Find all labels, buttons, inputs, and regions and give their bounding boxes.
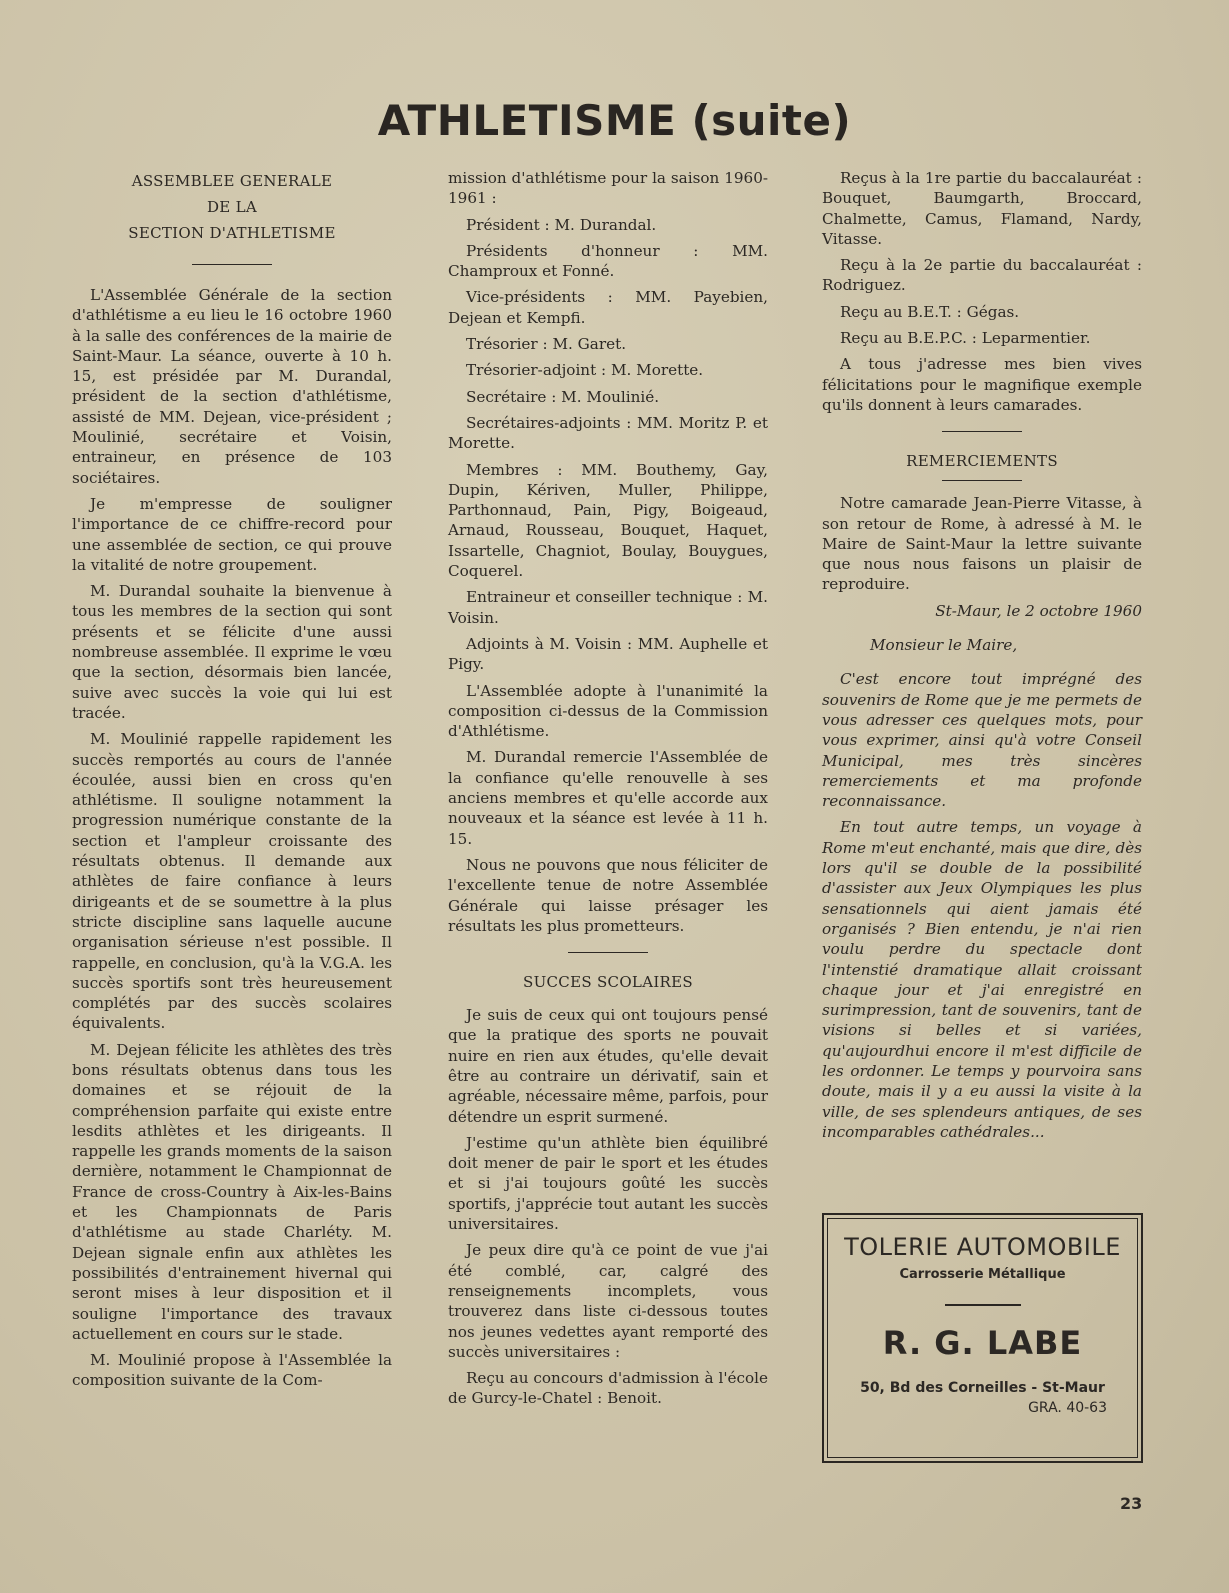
paragraph: M. Moulinié propose à l'Assemblée la composition suivante de la Com-: [72, 1351, 392, 1390]
ad-address: 50, Bd des Corneilles - St-Maur: [860, 1380, 1105, 1396]
heading-succes-scolaires: SUCCES SCOLAIRES: [523, 973, 693, 992]
paragraph: Reçu au B.E.P.C. : Leparmentier.: [840, 329, 1091, 348]
paragraph: M. Dejean félicite les athlètes des très bons résultats obtenus dans tous les domaines et se réjouit de la compréhension parfaite qui existe entre lesdits athlètes et les dirigeants. Il rappelle les grands moments de la saison dernière, notamment le Championnat de France de cross-Country à Aix-les-Bains et les Championnats de Paris d'athlétisme au stade Charléty. M. Dejean signale enfin aux athlètes les possibilités d'entrainement hivernal qui seront mises à leur disposition et il souligne l'importance des travaux actuellement en cours sur le stade.: [72, 1040, 392, 1343]
commission-item: Membres : MM. Bouthemy, Gay, Dupin, Kériven, Muller, Philippe, Parthonnaud, Pain, Pigy, Boigeaud, Arnaud, Rousseau, Bouquet, Haquet, Issartelle, Chagniot, Boulay, Bouygues, Coquerel.: [448, 460, 768, 581]
heading-line-1: ASSEMBLEE GENERALE: [131, 172, 333, 190]
heading-line-2: DE LA: [206, 198, 258, 216]
paragraph: J'estime qu'un athlète bien équilibré doit mener de pair le sport et les études et si j'ai toujours goûté les succès sportifs, j'apprécie tout autant les succès universitaires.: [448, 1133, 768, 1234]
page-number: 23: [1120, 1494, 1143, 1513]
paragraph: Reçu au B.E.T. : Gégas.: [840, 302, 1020, 321]
paragraph: Reçus à la 1re partie du baccalauréat : Bouquet, Baumgarth, Broccard, Chalmette, Camus, Flamand, Nardy, Vitasse.: [822, 169, 1142, 248]
paragraph: Je suis de ceux qui ont toujours pensé que la pratique des sports ne pouvait nuire en rien aux études, qu'elle devait être au contraire un dérivatif, sain et agréable, nécessaire même, parfois, pour détendre un esprit surmené.: [448, 1006, 768, 1126]
commission-item: Secrétaire : M. Moulinié.: [466, 387, 660, 406]
paragraph: mission d'athlétisme pour la saison 1960-1961 :: [448, 169, 768, 208]
column-3: [822, 168, 1142, 1148]
paragraph: Je m'empresse de souligner l'importance de ce chiffre-record pour une assemblée de section, ce qui prouve la vitalité de notre groupement.: [72, 494, 392, 574]
title-suffix: (suite): [691, 96, 852, 145]
letter-date: St-Maur, le 2 octobre 1960: [935, 601, 1142, 620]
column-2: [448, 168, 768, 1415]
commission-item: Vice-présidents : MM. Payebien, Dejean et Kempfi.: [448, 288, 768, 327]
page-title: [0, 96, 1229, 145]
paragraph: L'Assemblée adopte à l'unanimité la composition ci-dessus de la Commission d'Athlétisme.: [448, 681, 768, 741]
advertisement: [822, 1213, 1143, 1463]
paragraph: M. Durandal remercie l'Assemblée de la confiance qu'elle renouvelle à ses anciens membres et qu'elle accorde aux nouveaux et la séance est levée à 11 h. 15.: [448, 748, 768, 848]
column-1: [72, 168, 392, 1397]
paragraph: Reçu à la 2e partie du baccalauréat : Rodriguez.: [822, 256, 1142, 295]
ad-company-name: R. G. LABE: [882, 1324, 1083, 1362]
commission-item: Président : M. Durandal.: [466, 215, 657, 234]
heading-assemblee: [72, 168, 392, 246]
heading-line-3: SECTION D'ATHLETISME: [128, 224, 336, 242]
ad-frame: [827, 1218, 1138, 1458]
commission-item: Secrétaires-adjoints : MM. Moritz P. et Morette.: [448, 413, 768, 453]
commission-item: Entraineur et conseiller technique : M. Voisin.: [448, 588, 768, 627]
heading-remerciements: REMERCIEMENTS: [906, 452, 1058, 471]
commission-item: Trésorier-adjoint : M. Morette.: [466, 361, 704, 380]
paragraph: A tous j'adresse mes bien vives félicitations pour le magnifique exemple qu'ils donnent à leurs camarades.: [822, 355, 1142, 414]
paragraph: M. Moulinié rappelle rapidement les succès remportés au cours de l'année écoulée, aussi bien en cross qu'en athlétisme. Il souligne notamment la progression numérique constante de la section et l'ampleur croissante des résultats obtenus. Il demande aux athlètes de faire confiance à leurs dirigeants et de se soumettre à la plus stricte discipline sans laquelle aucune organisation sérieuse n'est possible. Il rappelle, en conclusion, qu'à la V.G.A. les succès sportifs sont très heureusement complétés par des succès scolaires équivalents.: [72, 730, 392, 1033]
letter-paragraph: C'est encore tout imprégné des souvenirs de Rome que je me permets de vous adresser ces quelques mots, pour vous exprimer, ainsi qu'à votre Conseil Municipal, mes très sincères remerciements et ma profonde reconnaissance.: [822, 670, 1142, 811]
divider: [942, 431, 1022, 432]
commission-item: Trésorier : M. Garet.: [466, 335, 627, 354]
commission-item: Adjoints à M. Voisin : MM. Auphelle et Pigy.: [448, 634, 768, 674]
ad-title: TOLERIE AUTOMOBILE: [844, 1233, 1121, 1261]
commission-item: Présidents d'honneur : MM. Champroux et Fonné.: [448, 241, 768, 281]
divider: [192, 264, 272, 265]
divider: [942, 480, 1022, 481]
paragraph: L'Assemblée Générale de la section d'athlétisme a eu lieu le 16 octobre 1960 à la salle des conférences de la mairie de Saint-Maur. La séance, ouverte à 10 h. 15, est présidée par M. Durandal, président de la section d'athlétisme, assisté de MM. Dejean, vice-président ; Moulinié, secrétaire et Voisin, entraineur, en présence de 103 sociétaires.: [72, 286, 392, 487]
paragraph: Reçu au concours d'admission à l'école de Gurcy-le-Chatel : Benoit.: [448, 1369, 768, 1408]
letter-salutation: Monsieur le Maire,: [870, 636, 1018, 655]
letter-paragraph: En tout autre temps, un voyage à Rome m'eut enchanté, mais que dire, dès lors qu'il se double de la possibilité d'assister aux Jeux Olympiques les plus sensationnels qui aient jamais été organisés ? Bien entendu, je n'ai rien voulu perdre du spectacle dont l'intenstié dramatique allait croissant chaque jour et j'ai enregistré en surimpression, tant de souvenirs, tant de visions si belles et si variées, qu'aujourdhui encore il m'est difficile de les ordonner. Le temps y pourvoira sans doute, mais il y a eu aussi la visite à la ville, de ses splendeurs antiques, de ses incomparables cathédrales...: [822, 818, 1142, 1141]
ad-divider: [945, 1304, 1021, 1306]
paragraph: M. Durandal souhaite la bienvenue à tous les membres de la section qui sont présents et se félicite d'une aussi nombreuse assemblée. Il exprime le vœu que la section, désormais bien lancée, suive avec succès la voie qui lui est tracée.: [72, 582, 392, 722]
ad-subtitle: Carrosserie Métallique: [899, 1267, 1066, 1282]
divider: [568, 952, 648, 953]
paragraph: Nous ne pouvons que nous féliciter de l'excellente tenue de notre Assemblée Générale qui laisse présager les résultats les plus prometteurs.: [448, 855, 768, 935]
paragraph: Notre camarade Jean-Pierre Vitasse, à son retour de Rome, à adressé à M. le Maire de Saint-Maur la lettre suivante que nous nous faisons un plaisir de reproduire.: [822, 494, 1142, 594]
title-main: ATHLETISME: [377, 96, 677, 145]
ad-phone: GRA. 40-63: [1028, 1400, 1107, 1416]
paragraph: Je peux dire qu'à ce point de vue j'ai été comblé, car, calgré des renseignements incomplets, vous trouverez dans liste ci-dessous toutes nos jeunes vedettes ayant remporté des succès universitaires :: [448, 1241, 768, 1361]
